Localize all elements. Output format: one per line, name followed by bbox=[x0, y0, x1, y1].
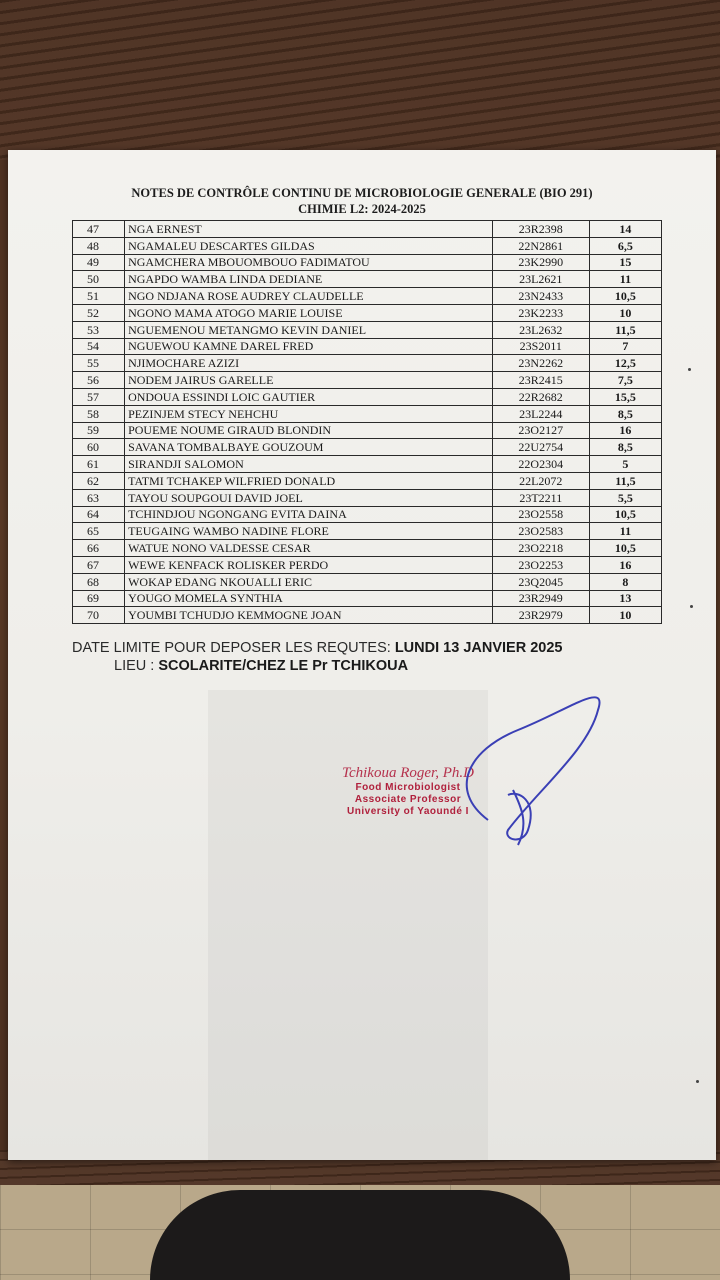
student-name: NJIMOCHARE AZIZI bbox=[125, 355, 493, 372]
table-row bbox=[73, 590, 662, 607]
place-label: LIEU : bbox=[114, 658, 159, 674]
student-grade: 15 bbox=[589, 254, 661, 271]
student-id: 23R2415 bbox=[492, 372, 589, 389]
row-number: 56 bbox=[73, 372, 125, 389]
table-row bbox=[73, 288, 662, 305]
student-grade: 8 bbox=[589, 573, 661, 590]
student-id: 23R2949 bbox=[492, 590, 589, 607]
deadline-label: DATE LIMITE POUR DEPOSER LES REQUTES: bbox=[72, 640, 395, 656]
row-number: 68 bbox=[73, 573, 125, 590]
table-row bbox=[73, 422, 662, 439]
table-row bbox=[73, 321, 662, 338]
student-id: 23R2398 bbox=[492, 221, 589, 238]
place-notice bbox=[114, 658, 408, 674]
student-id: 23O2218 bbox=[492, 540, 589, 557]
student-id: 23N2433 bbox=[492, 288, 589, 305]
table-row bbox=[73, 237, 662, 254]
student-name: WEWE KENFACK ROLISKER PERDO bbox=[125, 556, 493, 573]
student-name: YOUMBI TCHUDJO KEMMOGNE JOAN bbox=[125, 607, 493, 624]
row-number: 49 bbox=[73, 254, 125, 271]
student-name: POUEME NOUME GIRAUD BLONDIN bbox=[125, 422, 493, 439]
stamp-title: Food Microbiologist bbox=[355, 782, 461, 793]
table-row bbox=[73, 540, 662, 557]
table-row bbox=[73, 254, 662, 271]
row-number: 62 bbox=[73, 472, 125, 489]
stamp-rank: Associate Professor bbox=[354, 794, 462, 805]
row-number: 53 bbox=[73, 321, 125, 338]
student-id: 23Q2045 bbox=[492, 573, 589, 590]
student-name: NGAMCHERA MBOUOMBOUO FADIMATOU bbox=[125, 254, 493, 271]
table-row bbox=[73, 372, 662, 389]
table-row bbox=[73, 506, 662, 523]
row-number: 57 bbox=[73, 388, 125, 405]
student-name: YOUGO MOMELA SYNTHIA bbox=[125, 590, 493, 607]
student-name: TATMI TCHAKEP WILFRIED DONALD bbox=[125, 472, 493, 489]
student-grade: 10 bbox=[589, 304, 661, 321]
student-name: TEUGAING WAMBO NADINE FLORE bbox=[125, 523, 493, 540]
student-name: SAVANA TOMBALBAYE GOUZOUM bbox=[125, 439, 493, 456]
student-grade: 7 bbox=[589, 338, 661, 355]
row-number: 55 bbox=[73, 355, 125, 372]
student-grade: 10,5 bbox=[589, 506, 661, 523]
student-id: 23N2262 bbox=[492, 355, 589, 372]
student-grade: 15,5 bbox=[589, 388, 661, 405]
table-row bbox=[73, 439, 662, 456]
student-grade: 16 bbox=[589, 422, 661, 439]
deadline-date: LUNDI 13 JANVIER 2025 bbox=[394, 640, 563, 656]
row-number: 67 bbox=[73, 556, 125, 573]
stamp-university: University of Yaoundé I bbox=[347, 806, 469, 817]
student-name: WATUE NONO VALDESSE CESAR bbox=[125, 540, 493, 557]
student-grade: 6,5 bbox=[589, 237, 661, 254]
row-number: 61 bbox=[73, 456, 125, 473]
table-row bbox=[73, 355, 662, 372]
table-row bbox=[73, 304, 662, 321]
row-number: 51 bbox=[73, 288, 125, 305]
row-number: 50 bbox=[73, 271, 125, 288]
student-grade: 12,5 bbox=[589, 355, 661, 372]
student-grade: 8,5 bbox=[589, 405, 661, 422]
student-name: NGUEMENOU METANGMO KEVIN DANIEL bbox=[125, 321, 493, 338]
row-number: 70 bbox=[73, 607, 125, 624]
student-grade: 10 bbox=[589, 607, 661, 624]
student-id: 22N2861 bbox=[492, 237, 589, 254]
student-name: SIRANDJI SALOMON bbox=[125, 456, 493, 473]
row-number: 64 bbox=[73, 506, 125, 523]
student-grade: 10,5 bbox=[589, 540, 661, 557]
student-id: 22O2304 bbox=[492, 456, 589, 473]
student-id: 22U2754 bbox=[492, 439, 589, 456]
student-id: 23L2244 bbox=[492, 405, 589, 422]
table-row bbox=[73, 607, 662, 624]
student-name: NGUEWOU KAMNE DAREL FRED bbox=[125, 338, 493, 355]
student-id: 23R2979 bbox=[492, 607, 589, 624]
row-number: 60 bbox=[73, 439, 125, 456]
document-title: NOTES DE CONTRÔLE CONTINU DE MICROBIOLOGIE GENERALE (BIO 291) bbox=[131, 186, 593, 200]
table-row bbox=[73, 221, 662, 238]
student-name: NGONO MAMA ATOGO MARIE LOUISE bbox=[125, 304, 493, 321]
row-number: 58 bbox=[73, 405, 125, 422]
student-grade: 11 bbox=[589, 271, 661, 288]
row-number: 47 bbox=[73, 221, 125, 238]
row-number: 54 bbox=[73, 338, 125, 355]
table-row bbox=[73, 489, 662, 506]
student-name: NGA ERNEST bbox=[125, 221, 493, 238]
student-id: 23T2211 bbox=[492, 489, 589, 506]
student-name: WOKAP EDANG NKOUALLI ERIC bbox=[125, 573, 493, 590]
row-number: 65 bbox=[73, 523, 125, 540]
table-row bbox=[73, 573, 662, 590]
wooden-table-top bbox=[0, 0, 720, 160]
table-row bbox=[73, 338, 662, 355]
student-name: NGAMALEU DESCARTES GILDAS bbox=[125, 237, 493, 254]
student-name: NGAPDO WAMBA LINDA DEDIANE bbox=[125, 271, 493, 288]
table-row bbox=[73, 523, 662, 540]
student-name: TCHINDJOU NGONGANG EVITA DAINA bbox=[125, 506, 493, 523]
document-subtitle: CHIMIE L2: 2024-2025 bbox=[298, 202, 426, 216]
student-id: 23O2127 bbox=[492, 422, 589, 439]
student-grade: 16 bbox=[589, 556, 661, 573]
speck bbox=[690, 605, 693, 608]
table-row bbox=[73, 456, 662, 473]
row-number: 66 bbox=[73, 540, 125, 557]
student-grade: 10,5 bbox=[589, 288, 661, 305]
row-number: 52 bbox=[73, 304, 125, 321]
student-grade: 8,5 bbox=[589, 439, 661, 456]
student-grade: 13 bbox=[589, 590, 661, 607]
student-id: 22L2072 bbox=[492, 472, 589, 489]
student-id: 23L2632 bbox=[492, 321, 589, 338]
student-name: PEZINJEM STECY NEHCHU bbox=[125, 405, 493, 422]
student-id: 23O2253 bbox=[492, 556, 589, 573]
student-id: 23S2011 bbox=[492, 338, 589, 355]
student-grade: 7,5 bbox=[589, 372, 661, 389]
speck bbox=[688, 368, 691, 371]
row-number: 48 bbox=[73, 237, 125, 254]
student-grade: 14 bbox=[589, 221, 661, 238]
student-id: 23O2558 bbox=[492, 506, 589, 523]
student-grade: 11,5 bbox=[589, 472, 661, 489]
student-grade: 11 bbox=[589, 523, 661, 540]
table-row bbox=[73, 405, 662, 422]
student-id: 23K2990 bbox=[492, 254, 589, 271]
student-grade: 5 bbox=[589, 456, 661, 473]
grades-table bbox=[72, 220, 662, 624]
shoe bbox=[150, 1190, 570, 1280]
student-grade: 11,5 bbox=[589, 321, 661, 338]
student-name: NGO NDJANA ROSE AUDREY CLAUDELLE bbox=[125, 288, 493, 305]
grade-sheet bbox=[8, 150, 716, 1160]
student-name: ONDOUA ESSINDI LOIC GAUTIER bbox=[125, 388, 493, 405]
table-row bbox=[73, 472, 662, 489]
row-number: 59 bbox=[73, 422, 125, 439]
table-row bbox=[73, 556, 662, 573]
student-id: 23K2233 bbox=[492, 304, 589, 321]
student-name: TAYOU SOUPGOUI DAVID JOEL bbox=[125, 489, 493, 506]
student-id: 23O2583 bbox=[492, 523, 589, 540]
table-row bbox=[73, 388, 662, 405]
handwritten-signature bbox=[428, 670, 628, 850]
student-grade: 5,5 bbox=[589, 489, 661, 506]
student-name: NODEM JAIRUS GARELLE bbox=[125, 372, 493, 389]
student-id: 23L2621 bbox=[492, 271, 589, 288]
deadline-notice bbox=[72, 640, 562, 656]
speck bbox=[696, 1080, 699, 1083]
row-number: 63 bbox=[73, 489, 125, 506]
place-value: SCOLARITE/CHEZ LE Pr TCHIKOUA bbox=[158, 658, 409, 674]
stamp-name: Tchikoua Roger, Ph.D bbox=[342, 765, 474, 781]
student-id: 22R2682 bbox=[492, 388, 589, 405]
row-number: 69 bbox=[73, 590, 125, 607]
table-row bbox=[73, 271, 662, 288]
